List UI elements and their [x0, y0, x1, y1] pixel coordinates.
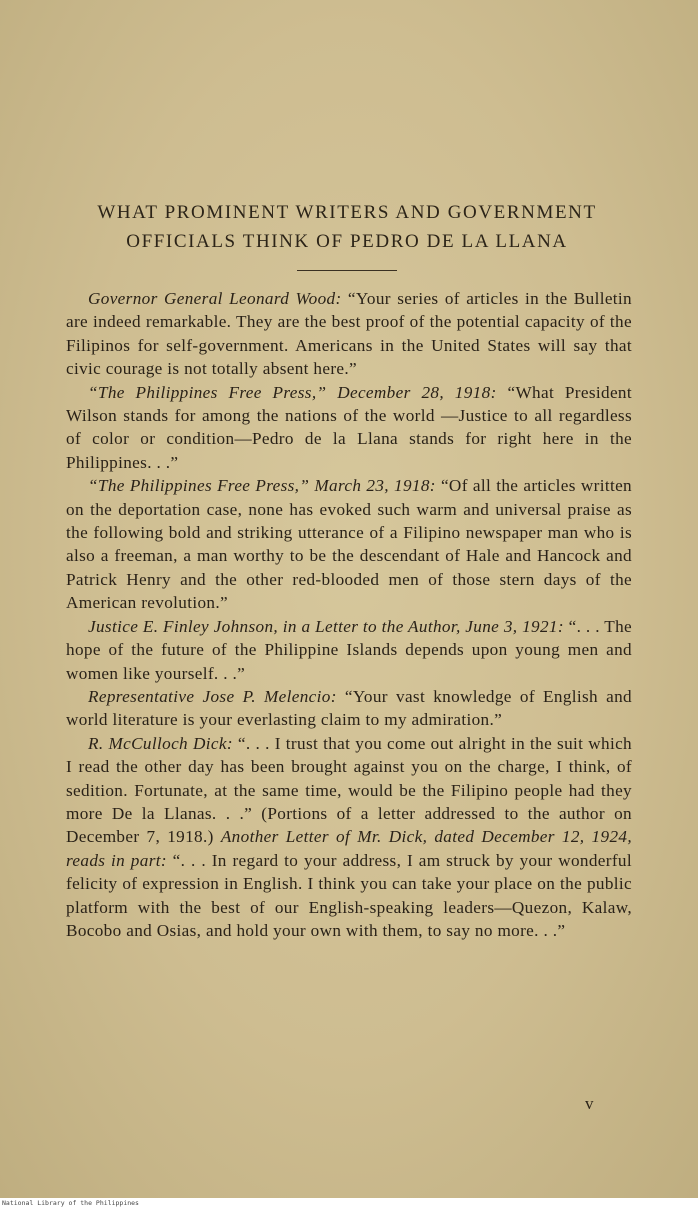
testimonial-source: R. McCulloch Dick: — [88, 733, 233, 753]
testimonials-body — [66, 287, 632, 942]
testimonial-source: Representative Jose P. Melencio: — [88, 686, 337, 706]
testimonial-text: “Your series of articles in the Bulletin are indeed remarkable. They are the best proof of the potential capacity of the Filipinos for self-government. Americans in the United States will say that civic courage is not totally absent here.” — [66, 289, 632, 379]
heading-line-2: OFFICIALS THINK OF PEDRO DE LA LLANA — [126, 231, 568, 252]
testimonial-source: “The Philippines Free Press,” December 28, 1918: — [88, 382, 497, 402]
testimonial-text: “Of all the articles written on the deportation case, none has evoked such warm and universal praise as the following bold and striking utterance of a Filipino newspaper man who is also a freeman, a man worthy to be the descendant of Hale and Hancock and Patrick Henry and the other red-blooded men of those stern days of the American revolution.” — [66, 476, 632, 613]
testimonial-source: “The Philippines Free Press,” March 23, 1918: — [88, 476, 436, 496]
testimonial-melencio — [66, 685, 632, 732]
testimonial-free-press-2 — [66, 474, 632, 614]
testimonial-text: “What President Wilson stands for among the nations of the world —Justice to all regardless of color or condition—Pedro de la Llana stands for right here in the Philippines. . .” — [66, 382, 633, 472]
testimonial-source-second: Another Letter of Mr. Dick, dated December 12, 1924, reads in part: — [66, 827, 632, 870]
heading-line-1: WHAT PROMINENT WRITERS AND GOVERNMENT — [97, 202, 597, 223]
page-number: v — [585, 1094, 594, 1113]
testimonial-wood — [66, 287, 632, 381]
testimonial-text-second: “. . . In regard to your address, I am struck by your wonderful felicity of expression in English. I think you can take your place on the public platform with the best of our English-speaking leaders—Quezon, Kalaw, Bocobo and Osias, and hold your own with them, to say no more. . .” — [66, 850, 632, 940]
testimonial-text: “. . . The hope of the future of the Philippine Islands depends upon young men and women like yourself. . .” — [66, 616, 632, 683]
heading-divider — [297, 270, 397, 271]
testimonial-text: “. . . I trust that you come out alright in the suit which I read the other day has been brought against you on the charge, I think, of sedition. Fortunate, at the same time, would be the Filipino people had they more De la Llanas. . .” (Portions of a letter addressed to the author on December 7, 1918.) — [66, 733, 632, 847]
page-heading — [52, 198, 642, 256]
testimonial-dick — [66, 732, 632, 943]
testimonial-source: Justice E. Finley Johnson, in a Letter to the Author, June 3, 1921: — [88, 616, 564, 636]
testimonial-free-press-1 — [66, 381, 632, 475]
testimonial-johnson — [66, 615, 632, 685]
library-watermark: National Library of the Philippines — [0, 1198, 698, 1208]
testimonial-source: Governor General Leonard Wood: — [88, 289, 342, 308]
testimonial-text: “Your vast knowledge of English and world literature is your everlasting claim to my admiration.” — [66, 686, 632, 730]
